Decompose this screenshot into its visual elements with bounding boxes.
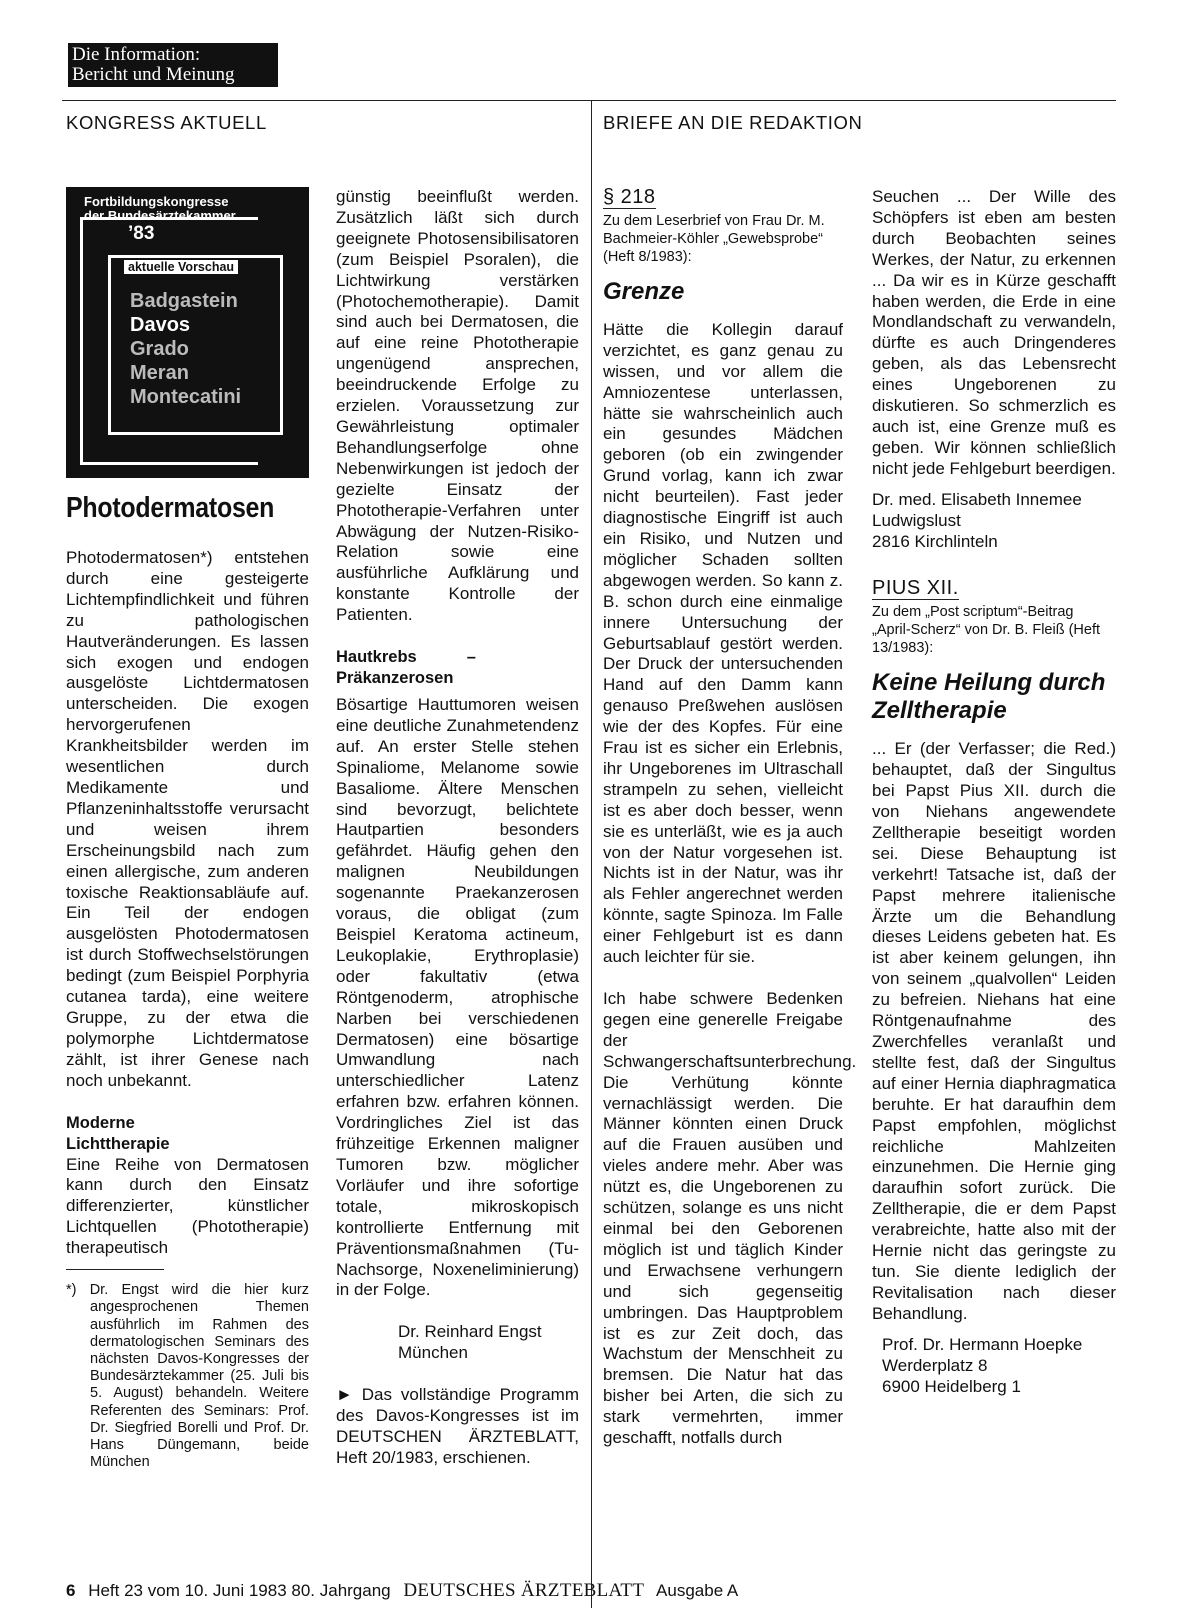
congress-logo xyxy=(66,187,309,478)
letter-title: Grenze xyxy=(603,277,685,305)
article-paragraph: Eine Reihe von Dermatosen kann durch den Einsatz differenzierter, künstlicher Lichtquellen (Phototherapie) therapeutisch xyxy=(66,1154,309,1258)
logo-city-meran: Meran xyxy=(130,362,189,384)
column-4 xyxy=(872,187,1116,1397)
rubric-line-1: Die Information: xyxy=(72,44,201,65)
section-title-briefe: BRIEFE AN DIE REDAKTION xyxy=(603,112,863,133)
signature-line: 6900 Heidelberg 1 xyxy=(882,1376,1021,1396)
signature-line: Ludwigslust xyxy=(872,510,961,530)
logo-city-davos: Davos xyxy=(130,314,191,336)
letter-signature xyxy=(872,1335,1116,1398)
letter-heading xyxy=(603,187,843,208)
author-name: Dr. Reinhard Engst xyxy=(398,1322,542,1342)
letter-paragraph: Hätte die Kollegin darauf verzichtet, es ganz genau zu wissen, und vor allem die Amniozentese unterlassen, hätte sie wahrscheinlich auch ein gesundes Mädchen geboren (ob ein zwingender Grund vorlag, kann ich zwar nicht beurteilen). Fast jeder diagnostische Eingriff ist auch ein Risiko, und Nutzen und möglicher Schaden sollten abgewogen werden. So kann z. B. schon durch eine einmalige innere Untersuchung der Geburtsablauf gestört werden. Der Druck der untersuchenden Hand auf den Damm kann genauso Preßwehen auslösen wie der des Kopfes. Für eine Frau ist es sicher ein Erlebnis, ihr Ungeborenes im Ultraschall strampeln zu sehen, vielleicht ist es aber doch besser, wenn sie es unterläßt, wie es ja auch von der Natur vorgesehen ist. Nichts ist in der Natur, was ihr als Fehler angerechnet werden könnte, sagte Spinoza. Im Falle einer Fehlgeburt ist es dann auch leichter für sie. xyxy=(603,319,843,967)
journal-name: DEUTSCHES ÄRZTEBLATT xyxy=(403,1580,645,1601)
article-subheading: Hautkrebs – Präkanzerosen xyxy=(336,648,476,688)
letter-paragraph: Seuchen ... Der Wille des Schöpfers ist eben am besten durch Beobachten seines Werkes, der Natur, zu erkennen ... Da wir es in Kürze geschafft haben werden, die Erde in eine Mondlandschaft zu verwandeln, dürfte es auch Dringenderes geben, als das Lebensrecht eines Ungeborenen zu diskutieren. So schmerzlich es auch ist, eine Grenze muß es geben. Wir können schließlich nicht jede Fehlgeburt beerdigen. xyxy=(872,187,1116,478)
letter-heading-text: PIUS XII. xyxy=(872,577,959,600)
article-title: Photodermatosen xyxy=(66,492,275,524)
letter-paragraph: Ich habe schwere Bedenken gegen eine generelle Freigabe der Schwangerschaftsunterbrechung. Die Verhütung könnte vernachlässigt werden. Die Männer könnten einen Druck auf die Frauen ausüben und vieles andere mehr. Aber was nützt es, die Ungeborenen zu schützen, solange es uns nicht einmal bei den Geborenen möglich ist und täglich Kinder und Erwachsene verhungern und sich gegenseitig umbringen. Das Hauptproblem ist es zur Zeit doch, das Wachstum der Menschheit zu bremsen. Die Natur hat das bisher bei Arten, die sich zu stark vermehrten, immer geschafft, notfalls durch xyxy=(603,989,857,1448)
logo-line-2: der Bundesärztekammer xyxy=(84,208,236,223)
signature-line: 2816 Kirchlinteln xyxy=(872,531,998,551)
letter-paragraph: ... Er (der Verfasser; die Red.) behauptet, daß der Singultus bei Papst Pius XII. durch die von Niehans angewendete Zelltherapie beseitigt worden sei. Diese Behauptung ist verkehrt! Tatsache ist, daß der Papst mehrere italienische Ärzte um die Behandlung dieses Leidens gebeten hat. Es ist aber keinem gelungen, ihn von seinem „qualvollen“ Leiden zu befreien. Niehans hat eine Röntgenaufnahme des Zwerchfelles veranlaßt und stellte fest, daß der Singultus auf einer Hernia diaphragmatica beruhte. Er hat daraufhin dem Papst empfohlen, möglichst reichliche Mahlzeiten einzunehmen. Die Hernie ging daraufhin sofort zurück. Die Zelltherapie, die er dem Papst verabreichte, hatte also mit der Hernie nicht das geringste zu tun. Sie diente lediglich der Revitalisation nach dieser Behandlung. xyxy=(872,739,1116,1323)
column-divider xyxy=(591,100,592,1608)
logo-city-montecatini: Montecatini xyxy=(130,386,242,408)
author-city: München xyxy=(398,1343,468,1363)
logo-tag: aktuelle Vorschau xyxy=(124,260,238,274)
signature-line: Werderplatz 8 xyxy=(882,1355,988,1375)
footnote-rule xyxy=(66,1269,164,1270)
article-paragraph: Photodermatosen*) entstehen durch eine gesteigerte Lichtempfindlichkeit und führen zu pathologischen Hautveränderungen. Es lassen sich exogen und endogen ausgelöste Lichtdermatosen unterscheiden. Die exogen hervorgerufenen Krankheitsbilder werden im wesentlichen durch Medikamente und Pflanzeninhaltsstoffe verursacht und weisen ihrem Erscheinungsbild nach zum einen allergische, zum anderen toxische Reaktionsabläufe auf. Ein Teil der endogen ausgelösten Photodermatosen ist durch Stoffwechselstörungen bedingt (zum Beispiel Porphyria cutanea tarda), eine weitere Gruppe, zu der etwa die polymorphe Lichtdermatose zählt, ist ihrer Genese nach noch unbekannt. xyxy=(66,548,309,1090)
logo-city-grado: Grado xyxy=(130,338,189,360)
logo-line-1: Fortbildungskongresse xyxy=(84,194,229,209)
letter-reference: Zu dem Leserbrief von Frau Dr. M. Bachmeier-Köhler „Gewebsprobe“ (Heft 8/1983): xyxy=(603,212,825,265)
article-paragraph: günstig beeinflußt werden. Zusätzlich läßt sich durch geeignete Photosensibilisatoren (zum Beispiel Psoralen), die Lichtwirkung verstärken (Photochemotherapie). Damit sind auch bei Dermatosen, die auf eine reine Phototherapie ungenügend ansprechen, beeindruckende Erfolge zu erzielen. Voraussetzung zur Gewährleistung optimaler Behandlungserfolge ohne Nebenwirkungen ist jedoch der gezielte Einsatz der Phototherapie-Verfahren unter Abwägung der Nutzen-Risiko-Relation sowie eine ausführliche Aufklärung und konstante Kontrolle der Patienten. xyxy=(336,187,579,625)
page-number: 6 xyxy=(66,1581,76,1600)
column-2 xyxy=(336,187,579,1469)
rubric-badge xyxy=(68,43,278,87)
column-1 xyxy=(66,548,309,1471)
letter-signature xyxy=(872,490,1116,553)
header-rule xyxy=(62,100,1116,101)
article-paragraph: Bösartige Hauttumoren weisen eine deutliche Zunahmetendenz auf. An erster Stelle stehen Spinaliome, Melanome sowie Basaliome. Ältere Menschen sind bevorzugt, belichtete Hautpartien besonders gefährdet. Häufig gehen den malignen Neubildungen sogenannte Praekanzerosen voraus, die obligat (zum Beispiel Keratoma actineum, Leukoplakie, Erythroplasie) oder fakultativ (etwa Röntgenoderm, atrophische Narben bei verschiedenen Dermatosen) eine bösartige Umwandlung nach unterschiedlicher Latenz erfahren bzw. erfahren können. Vordringliches Ziel ist das frühzeitige Erkennen maligner Tumoren bzw. möglicher Vorläufer und ihre sofortige totale, mikroskopisch kontrollierte Entfernung mit Präventionsmaßnahmen (Tu-Nachsorge, Noxeneliminierung) in der Folge. xyxy=(336,695,579,1300)
signature-name: Prof. Dr. Hermann Hoepke xyxy=(882,1334,1083,1354)
edition: Ausgabe A xyxy=(656,1581,739,1600)
author-signature xyxy=(336,1322,579,1364)
signature-name: Dr. med. Elisabeth Innemee xyxy=(872,489,1082,509)
column-3 xyxy=(603,186,857,1449)
rubric-line-2: Bericht und Meinung xyxy=(72,64,235,85)
program-note: ► Das vollständige Programm des Davos-Kongresses ist im DEUTSCHEN ÄRZTEBLATT, Heft 20/1983, erschienen. xyxy=(336,1385,579,1467)
issue-info: Heft 23 vom 10. Juni 1983 80. Jahrgang xyxy=(88,1581,391,1600)
footnote: *) Dr. Engst wird die hier kurz angesprochenen Themen ausführlich im Rahmen des dermatologischen Seminars des nächsten Davos-Kongresses der Bundesärztekammer (25. Juli bis 5. August) behandeln. Weitere Referenten des Seminars: Prof. Dr. Siegfried Borelli und Prof. Dr. Hans Düngemann, beide München xyxy=(66,1282,309,1471)
logo-year: ’83 xyxy=(128,223,155,244)
letter-reference: Zu dem „Post scriptum“-Beitrag „April-Scherz“ von Dr. B. Fleiß (Heft 13/1983): xyxy=(872,604,1101,657)
letter-heading-text: § 218 xyxy=(603,186,656,208)
article-subheading: Moderne Lichttherapie xyxy=(66,1113,170,1153)
section-title-kongress: KONGRESS AKTUELL xyxy=(66,112,267,133)
page-footer xyxy=(66,1580,738,1602)
letter-heading xyxy=(872,578,1116,599)
logo-text xyxy=(84,195,236,223)
logo-city-badgastein: Badgastein xyxy=(130,290,238,312)
letter-title: Keine Heilung durch Zelltherapie xyxy=(872,669,1106,725)
